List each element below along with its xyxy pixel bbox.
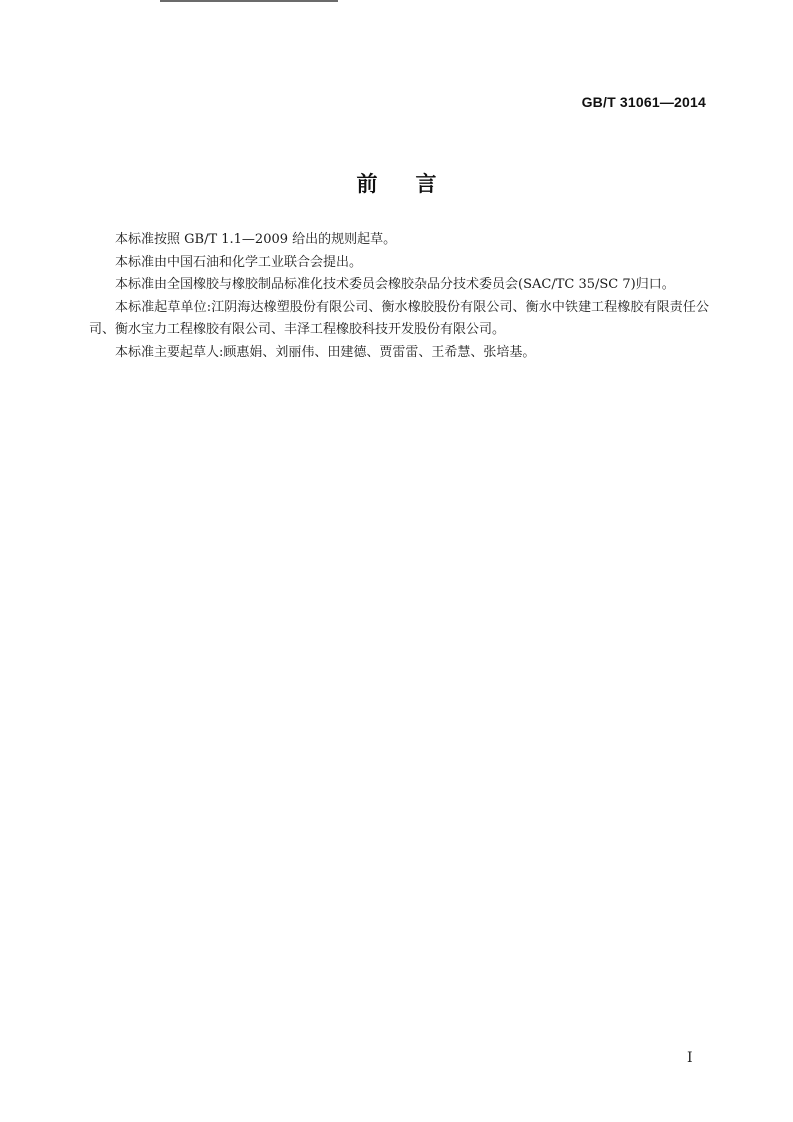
paragraph-proposer: 本标准由中国石油和化学工业联合会提出。 <box>115 254 363 270</box>
foreword-body <box>89 229 709 364</box>
paragraph-drafting-rules: 本标准按照 GB/T 1.1—2009 给出的规则起草。 <box>115 232 397 247</box>
page-number: I <box>687 1050 693 1066</box>
page-title: 前言 <box>356 172 475 196</box>
paragraph-drafting-units: 本标准起草单位:江阴海达橡塑股份有限公司、衡水橡胶股份有限公司、衡水中铁建工程橡胶有限责任公司、衡水宝力工程橡胶有限公司、丰泽工程橡胶科技开发股份有限公司。 <box>89 299 709 337</box>
paragraph-centralized-management: 本标准由全国橡胶与橡胶制品标准化技术委员会橡胶杂品分技术委员会(SAC/TC 35/SC 7)归口。 <box>115 277 675 292</box>
standard-number: GB/T 31061—2014 <box>581 94 706 110</box>
paragraph-drafters: 本标准主要起草人:顾惠娟、刘丽伟、田建德、贾雷雷、王希慧、张培基。 <box>115 344 536 360</box>
top-rule-divider <box>160 0 338 2</box>
